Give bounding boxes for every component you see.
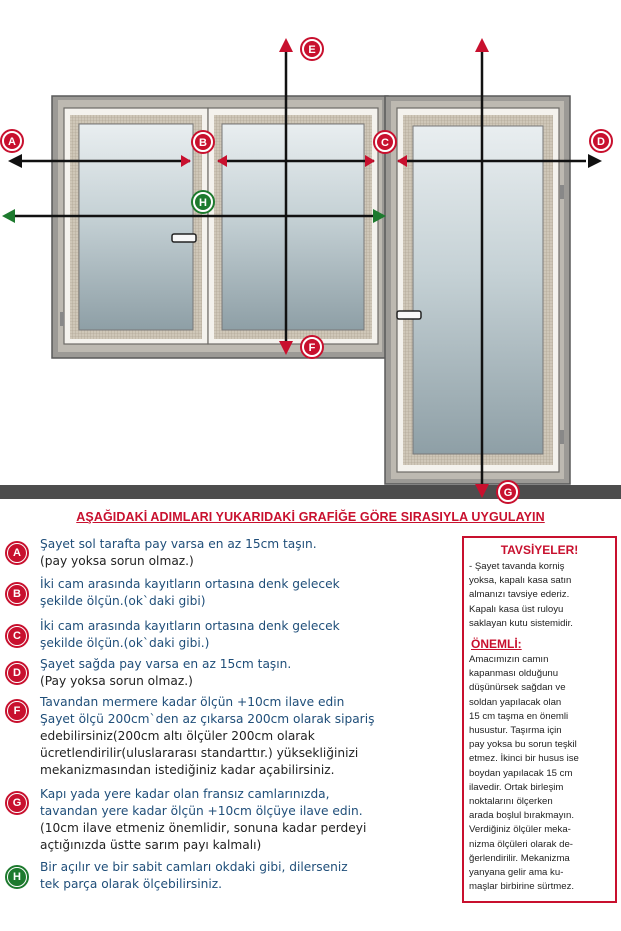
marker-f (301, 336, 323, 358)
svg-text:H: H (199, 197, 207, 209)
middle-glass (222, 124, 364, 330)
marker-c (374, 131, 396, 153)
svg-text:C: C (381, 137, 389, 149)
marker-h (192, 191, 214, 213)
door-handle (397, 311, 421, 319)
important-title: ÖNEMLİ: (471, 637, 522, 652)
step-badge: B (5, 582, 29, 606)
marker-g (497, 481, 519, 503)
advice-title: TAVSİYELER! (500, 543, 579, 557)
left-glass (79, 124, 193, 330)
step-badge: F (5, 699, 29, 723)
marker-d (590, 130, 612, 152)
step-text: İki cam arasında kayıtların ortasına denk gelecek şekilde ölçün.(ok`daki gibi) (40, 577, 340, 608)
marker-b (192, 131, 214, 153)
svg-text:B: B (199, 137, 207, 149)
step-badge: G (5, 791, 29, 815)
svg-text:F: F (308, 342, 316, 354)
advice-box: TAVSİYELER! - Şayet tavanda korniş yoksa, kapalı kasa satın almanızı tavsiye ederiz. Kapalı kasa üst ruloyu saklayan kutu sistemidir. ÖNEMLİ: Amacımızın camın kapanması olduğunu düşünürsek sağdan ve soldan yapılacak olan 15 cm taşma en önemli husustur. Taşırma için pay yoksa bu sorun teşkil etmez. İkinci bir husus ise boydan yapılacak 15 cm ilavedir. Ortak birleşim noktalarını ölçerken arada boşlul bırakmayın. Verdiğiniz ölçüler meka- nizma ölçüleri olarak de- ğerlendirilir. Mekanizma yanyana gelir ama ku- maşlar birbirine sürtmez. (462, 536, 617, 903)
step-badge: D (5, 661, 29, 685)
svg-text:D: D (597, 136, 605, 148)
step-badge: C (5, 624, 29, 648)
svg-text:G: G (503, 487, 513, 499)
step-text: Şayet sağda pay varsa en az 15cm taşın. (Pay yoksa sorun olmaz.) (40, 657, 292, 688)
svg-text:A: A (8, 136, 16, 148)
svg-text:E: E (308, 44, 316, 56)
step-text: Kapı yada yere kadar olan fransız camlarınızda, tavandan yere kadar ölçün +10cm ölçüye ilave edin. (10cm ilave etmeniz önemlidir, sonuna kadar perdeyi açtığınızda üstte sarım payı kalmalı) (40, 787, 367, 852)
window-handle (172, 234, 196, 242)
door-glass (413, 126, 543, 454)
step-badge: H (5, 865, 29, 889)
step-text: İki cam arasında kayıtların ortasına denk gelecek şekilde ölçün.(ok`daki gibi.) (40, 619, 340, 650)
marker-a (1, 130, 23, 152)
step-text: Tavandan mermere kadar ölçün +10cm ilave edin Şayet ölçü 200cm`den az çıkarsa 200cm olarak sipariş edebilirsiniz(200cm altı ölçüler 200cm olarak ücretlendirilir(uluslararası standarttır.) yüksekliğinizi mekanizmasından istediğiniz kadar açabilirsiniz. (40, 695, 375, 777)
step-badge: A (5, 541, 29, 565)
step-text: Şayet sol tarafta pay varsa en az 15cm taşın. (pay yoksa sorun olmaz.) (40, 537, 317, 568)
floor-line (0, 485, 621, 499)
marker-e (301, 38, 323, 60)
step-text: Bir açılır ve bir sabit camları okdaki gibi, dilerseniz tek parça olarak ölçebilirsiniz. (40, 860, 348, 891)
instructions-heading: AŞAĞIDAKİ ADIMLARI YUKARIDAKİ GRAFİĞE GÖRE SIRASIYLA UYGULAYIN (76, 510, 545, 524)
